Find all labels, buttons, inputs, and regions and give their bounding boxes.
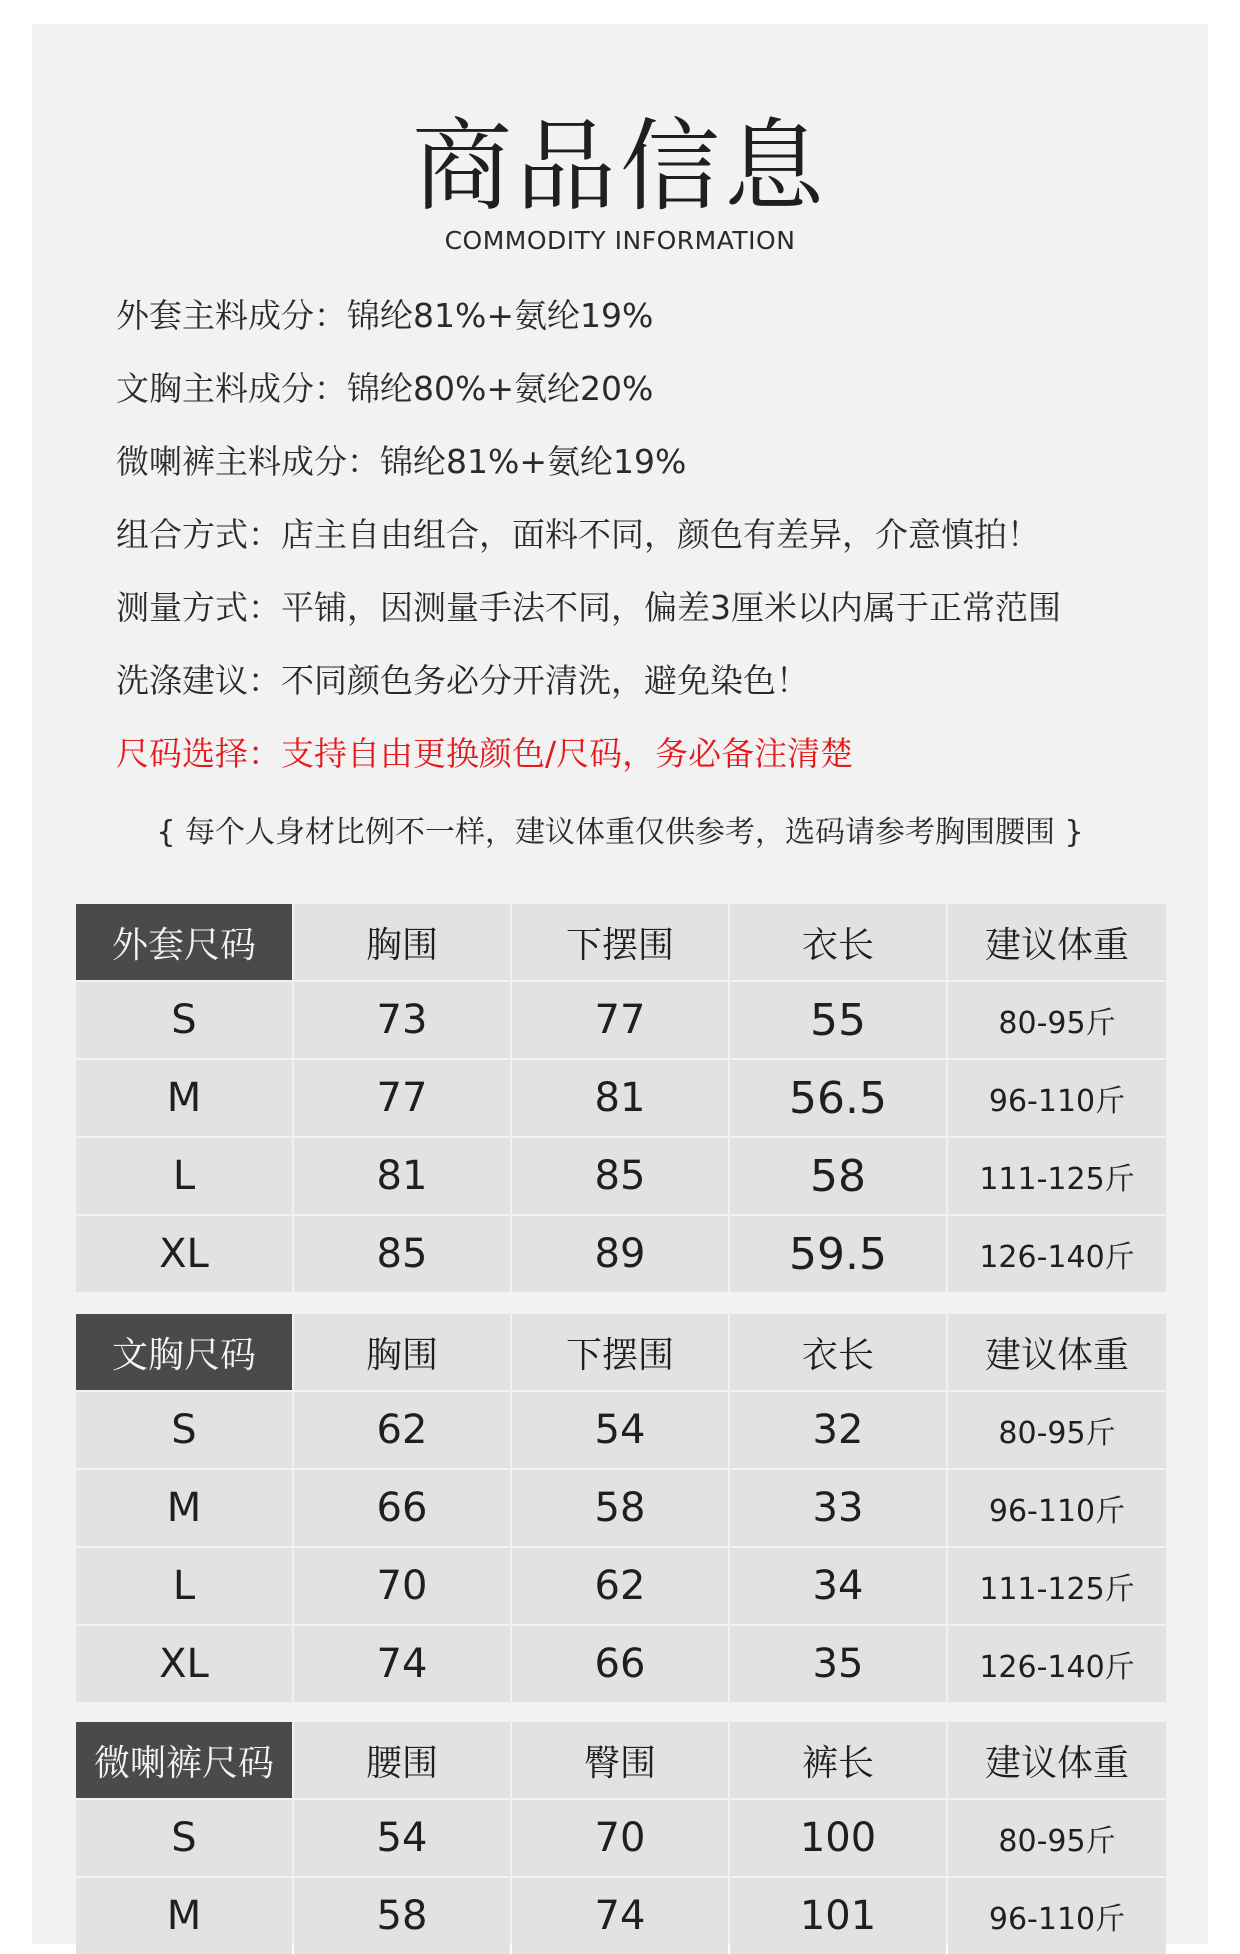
table-cell-col2: 66 <box>294 1470 510 1546</box>
table-header-col4: 衣长 <box>730 904 946 980</box>
table-title-cell: 外套尺码 <box>76 904 292 980</box>
table-cell-size: L <box>76 1138 292 1214</box>
table-cell-col2: 77 <box>294 1060 510 1136</box>
table-cell-col3: 70 <box>512 1800 728 1876</box>
table-cell-col2: 81 <box>294 1138 510 1214</box>
table-cell-col4: 35 <box>730 1626 946 1702</box>
table-cell-col4: 59.5 <box>730 1216 946 1292</box>
table-cell-weight: 96-110斤 <box>948 1878 1166 1954</box>
table-cell-weight: 96-110斤 <box>948 1060 1166 1136</box>
table-cell-col3: 62 <box>512 1548 728 1624</box>
table-header-col2: 胸围 <box>294 1314 510 1390</box>
table-cell-col4: 33 <box>730 1470 946 1546</box>
table-cell-weight: 80-95斤 <box>948 982 1166 1058</box>
table-header-col2: 腰围 <box>294 1722 510 1798</box>
table-cell-col4: 58 <box>730 1138 946 1214</box>
table-header-col2: 胸围 <box>294 904 510 980</box>
product-info-card <box>32 24 1208 1944</box>
table-cell-col3: 89 <box>512 1216 728 1292</box>
table-header-weight: 建议体重 <box>948 1314 1166 1390</box>
table-cell-col2: 73 <box>294 982 510 1058</box>
reference-note: { 每个人身材比例不一样，建议体重仅供参考，选码请参考胸围腰围 } <box>156 815 1084 850</box>
table-header-weight: 建议体重 <box>948 1722 1166 1798</box>
table-cell-col3: 66 <box>512 1626 728 1702</box>
table-cell-col4: 100 <box>730 1800 946 1876</box>
table-title-cell: 文胸尺码 <box>76 1314 292 1390</box>
table-cell-col4: 101 <box>730 1878 946 1954</box>
table-cell-size: S <box>76 982 292 1058</box>
bra-material-line: 文胸主料成分：锦纶80%+氨纶20% <box>116 369 654 408</box>
combination-note-line: 组合方式：店主自由组合，面料不同，颜色有差异，介意慎拍！ <box>116 515 1040 554</box>
table-cell-weight: 80-95斤 <box>948 1800 1166 1876</box>
table-cell-size: S <box>76 1392 292 1468</box>
table-cell-size: L <box>76 1548 292 1624</box>
table-cell-col2: 62 <box>294 1392 510 1468</box>
table-header-weight: 建议体重 <box>948 904 1166 980</box>
flare-pants-size-table <box>76 1722 1166 1954</box>
table-cell-col2: 70 <box>294 1548 510 1624</box>
table-header-col3: 下摆围 <box>512 904 728 980</box>
table-cell-col3: 74 <box>512 1878 728 1954</box>
table-cell-col2: 85 <box>294 1216 510 1292</box>
table-cell-col4: 56.5 <box>730 1060 946 1136</box>
table-header-col3: 臀围 <box>512 1722 728 1798</box>
flare-pants-material-line: 微喇裤主料成分：锦纶81%+氨纶19% <box>116 442 687 481</box>
washing-note-line: 洗涤建议：不同颜色务必分开清洗，避免染色！ <box>116 661 809 700</box>
table-cell-weight: 126-140斤 <box>948 1216 1166 1292</box>
table-header-col4: 裤长 <box>730 1722 946 1798</box>
jacket-material-line: 外套主料成分：锦纶81%+氨纶19% <box>116 296 654 335</box>
table-cell-col3: 54 <box>512 1392 728 1468</box>
table-cell-size: M <box>76 1060 292 1136</box>
measurement-note-line: 测量方式：平铺，因测量手法不同，偏差3厘米以内属于正常范围 <box>116 588 1061 627</box>
table-cell-col3: 85 <box>512 1138 728 1214</box>
table-cell-weight: 111-125斤 <box>948 1138 1166 1214</box>
table-cell-size: S <box>76 1800 292 1876</box>
table-cell-col4: 34 <box>730 1548 946 1624</box>
size-selection-note: 尺码选择：支持自由更换颜色/尺码，务必备注清楚 <box>116 734 854 773</box>
table-cell-col2: 74 <box>294 1626 510 1702</box>
table-cell-col4: 32 <box>730 1392 946 1468</box>
table-cell-col3: 77 <box>512 982 728 1058</box>
table-cell-size: M <box>76 1470 292 1546</box>
table-cell-size: M <box>76 1878 292 1954</box>
table-cell-col2: 54 <box>294 1800 510 1876</box>
table-cell-size: XL <box>76 1216 292 1292</box>
table-cell-col4: 55 <box>730 982 946 1058</box>
table-cell-weight: 111-125斤 <box>948 1548 1166 1624</box>
table-header-col4: 衣长 <box>730 1314 946 1390</box>
jacket-size-table <box>76 904 1166 1292</box>
table-cell-weight: 96-110斤 <box>948 1470 1166 1546</box>
table-cell-size: XL <box>76 1626 292 1702</box>
bra-size-table <box>76 1314 1166 1702</box>
table-header-col3: 下摆围 <box>512 1314 728 1390</box>
page-subtitle: COMMODITY INFORMATION <box>444 226 796 255</box>
table-cell-weight: 80-95斤 <box>948 1392 1166 1468</box>
table-title-cell: 微喇裤尺码 <box>76 1722 292 1798</box>
table-cell-col2: 58 <box>294 1878 510 1954</box>
table-cell-col3: 81 <box>512 1060 728 1136</box>
table-cell-weight: 126-140斤 <box>948 1626 1166 1702</box>
table-cell-col3: 58 <box>512 1470 728 1546</box>
page-title: 商品信息 <box>412 108 828 225</box>
